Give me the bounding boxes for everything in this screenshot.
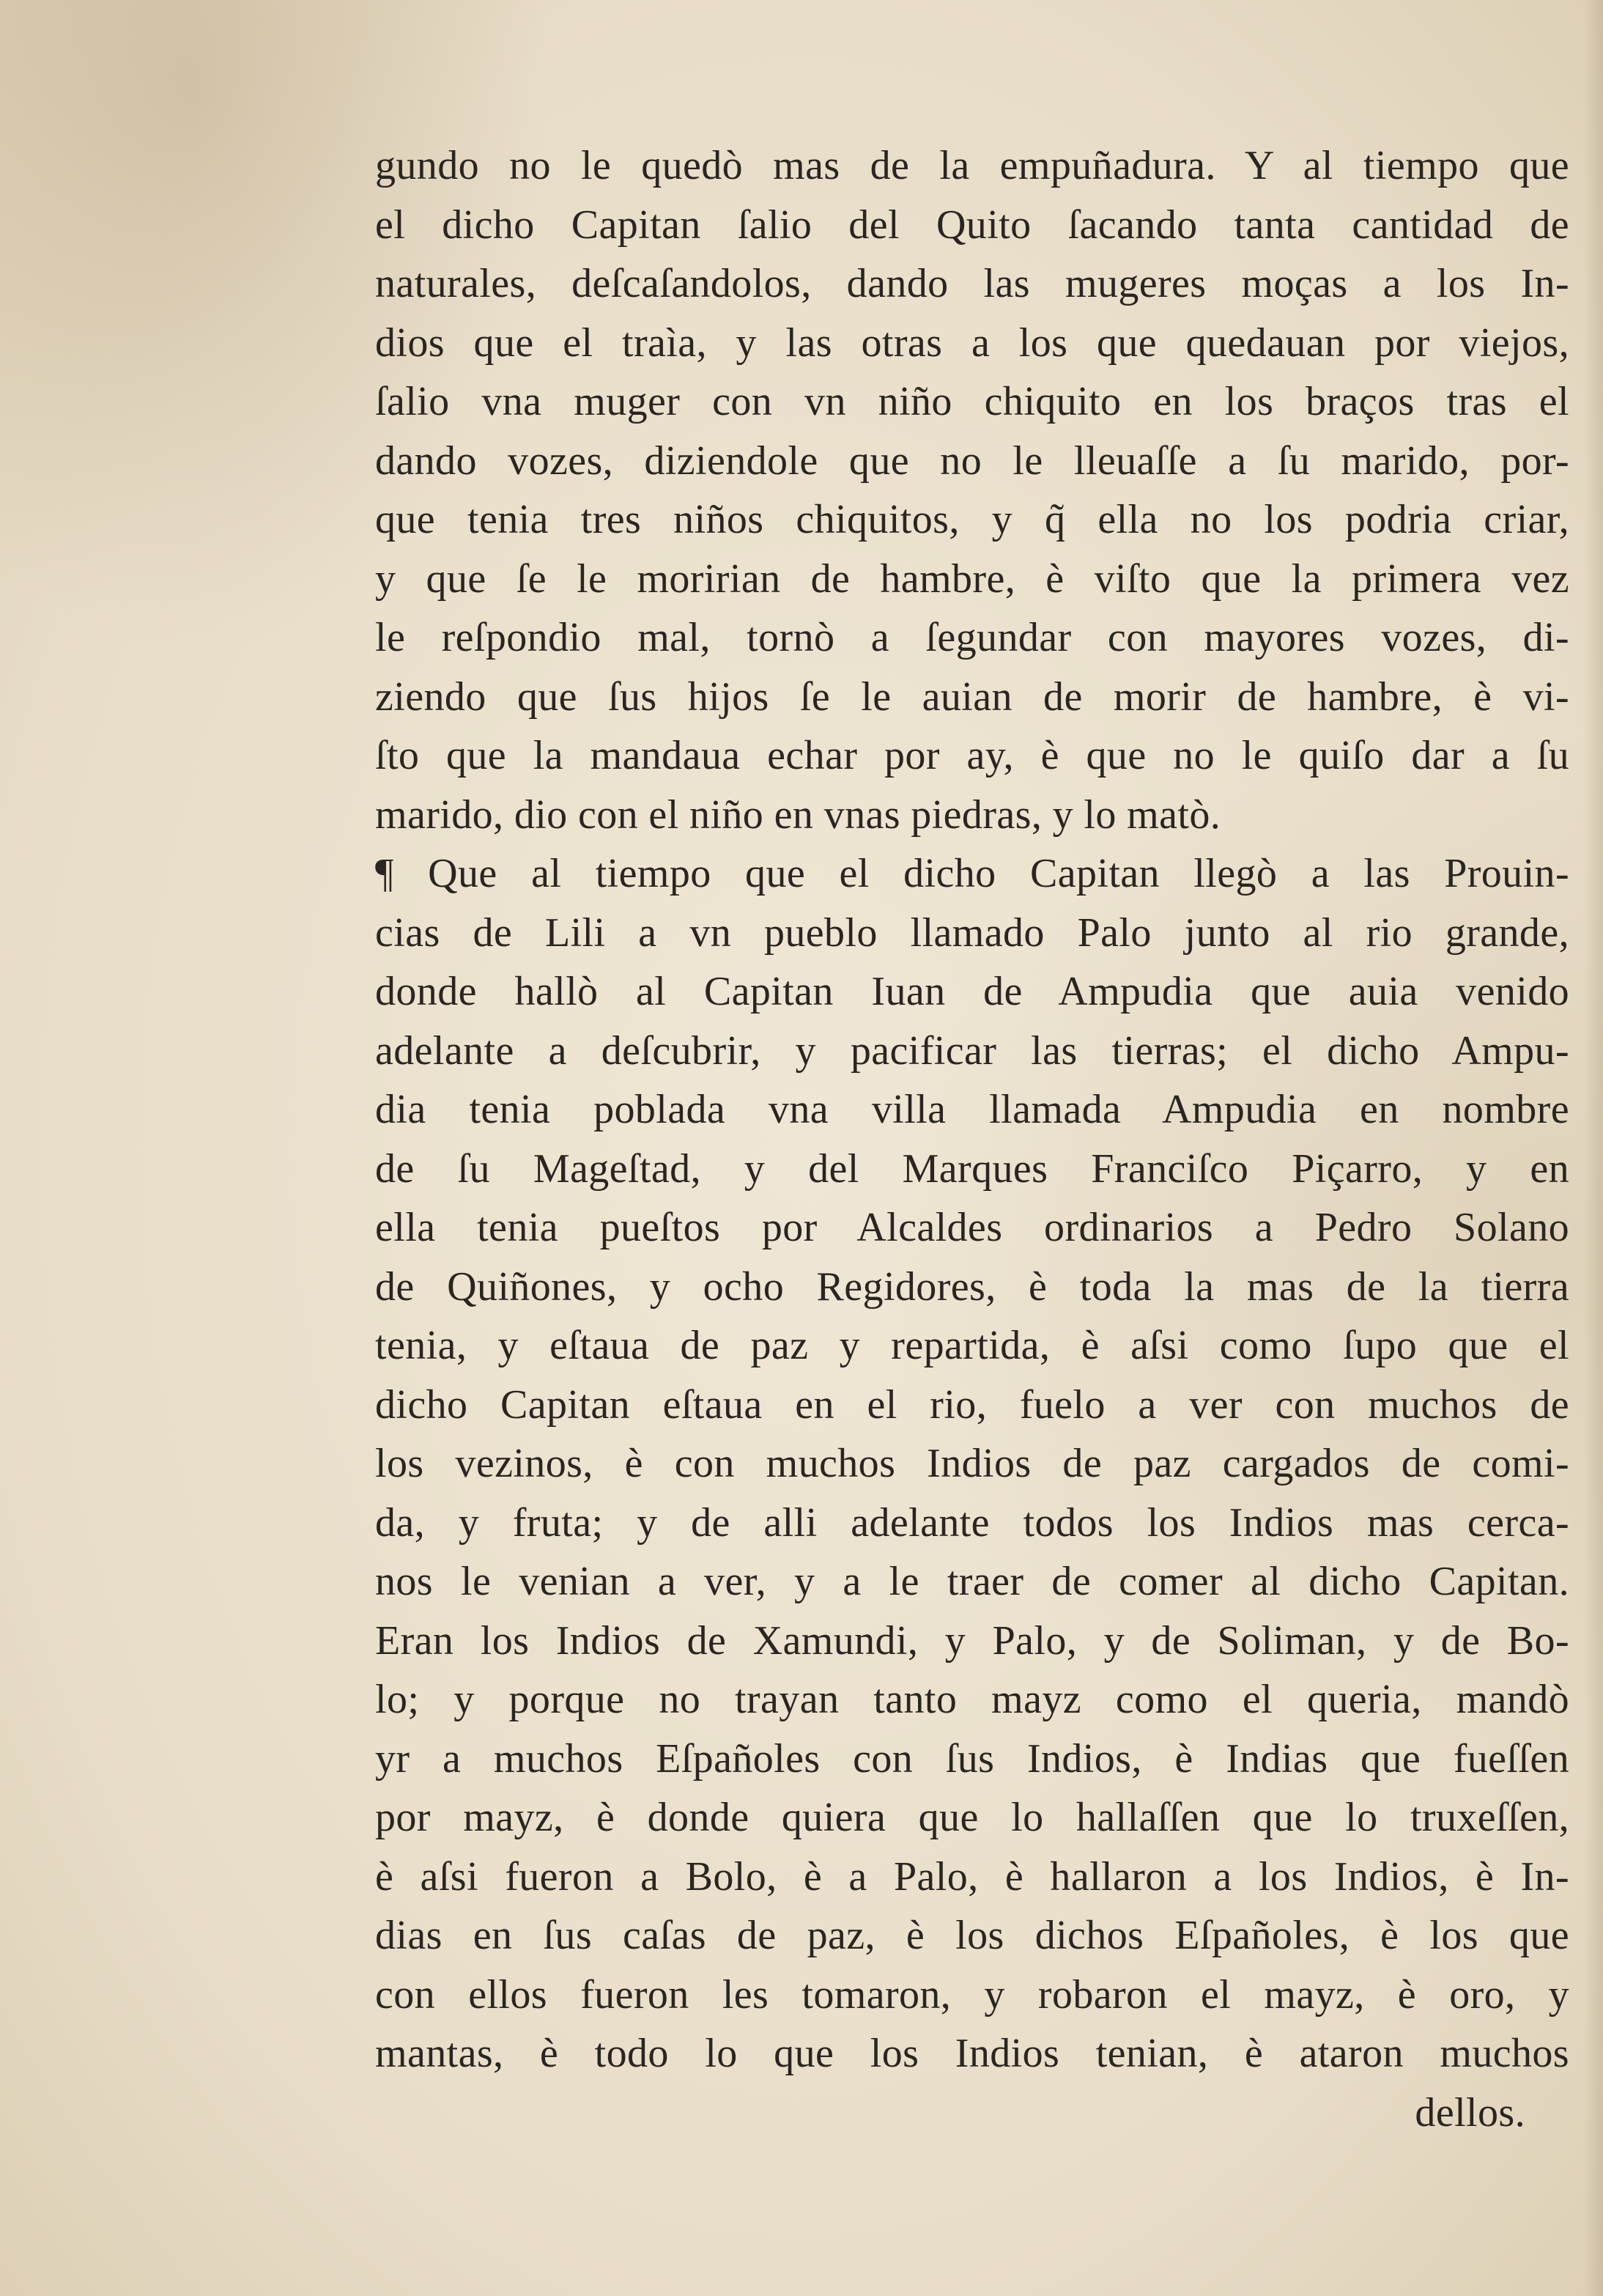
text-line: naturales, deſcaſandolos, dando las mugeres moças a los In- [375, 261, 1569, 306]
text-line: Eran los Indios de Xamundi, y Palo, y de Soliman, y de Bo- [375, 1617, 1569, 1664]
text-line: ſto que la mandaua echar por ay, è que no le quiſo dar a ſu [375, 733, 1569, 778]
text-line: lo; y porque no trayan tanto mayz como el queria, mandò [375, 1677, 1569, 1722]
text-line: con ellos fueron les tomaron, y robaron el mayz, è oro, y [375, 1971, 1569, 2018]
catchword: dellos. [1415, 2089, 1525, 2136]
text-line: el dicho Capitan ſalio del Quito ſacando tanta cantidad de [375, 202, 1569, 248]
text-line: yr a muchos Eſpañoles con ſus Indios, è Indias que fueſſen [375, 1735, 1569, 1782]
page-gutter-shadow [1584, 0, 1603, 2296]
text-line: por mayz, è donde quiera que lo hallaſſen que lo truxeſſen, [375, 1795, 1569, 1840]
text-line: de Quiñones, y ocho Regidores, è toda la mas de la tierra [375, 1263, 1569, 1310]
text-line: tenia, y eſtaua de paz y repartida, è aſsi como ſupo que el [375, 1323, 1569, 1368]
text-line: dios que el traìa, y las otras a los que quedauan por viejos, [375, 320, 1569, 366]
text-line: cias de Lili a vn pueblo llamado Palo junto al rio grande, [375, 909, 1569, 956]
body-text [375, 136, 1569, 2142]
text-line: y que ſe le moririan de hambre, è viſto que la primera vez [375, 555, 1569, 602]
paragraph-start-line: ¶ Que al tiempo que el dicho Capitan llegò a las Prouin- [375, 851, 1569, 896]
text-line: los vezinos, è con muchos Indios de paz cargados de comi- [375, 1441, 1569, 1486]
text-line: de ſu Mageſtad, y del Marques Franciſco Piçarro, y en [375, 1145, 1569, 1192]
text-line: dia tenia poblada vna villa llamada Ampudia en nombre [375, 1087, 1569, 1132]
text-line: dicho Capitan eſtaua en el rio, fuelo a ver con muchos de [375, 1381, 1569, 1428]
text-line: mantas, è todo lo que los Indios tenian, è ataron muchos [375, 2031, 1569, 2076]
text-line: ziendo que ſus hijos ſe le auian de morir de hambre, è vi- [375, 673, 1569, 720]
text-line: que tenia tres niños chiquitos, y q̃ ella no los podria criar, [375, 497, 1569, 542]
text-line: dando vozes, diziendole que no le lleuaſſe a ſu marido, por- [375, 438, 1569, 484]
text-line: dias en ſus caſas de paz, è los dichos Eſpañoles, è los que [375, 1913, 1569, 1958]
text-line: adelante a deſcubrir, y pacificar las tierras; el dicho Ampu- [375, 1027, 1569, 1074]
text-line: ſalio vna muger con vn niño chiquito en los braços tras el [375, 379, 1569, 424]
text-line: donde hallò al Capitan Iuan de Ampudia que auia venido [375, 969, 1569, 1014]
text-line: le reſpondio mal, tornò a ſegundar con mayores vozes, di- [375, 615, 1569, 660]
paragraph-end-line: marido, dio con el niño en vnas piedras, y lo matò. [375, 791, 1221, 838]
text-line: è aſsi fueron a Bolo, è a Palo, è hallaron a los Indios, è In- [375, 1853, 1569, 1900]
text-line: gundo no le quedò mas de la empuñadura. Y al tiempo que [375, 143, 1569, 188]
text-line: nos le venian a ver, y a le traer de comer al dicho Capitan. [375, 1559, 1569, 1604]
text-line: da, y fruta; y de alli adelante todos los Indios mas cerca- [375, 1499, 1569, 1546]
text-line: ella tenia pueſtos por Alcaldes ordinarios a Pedro Solano [375, 1205, 1569, 1250]
